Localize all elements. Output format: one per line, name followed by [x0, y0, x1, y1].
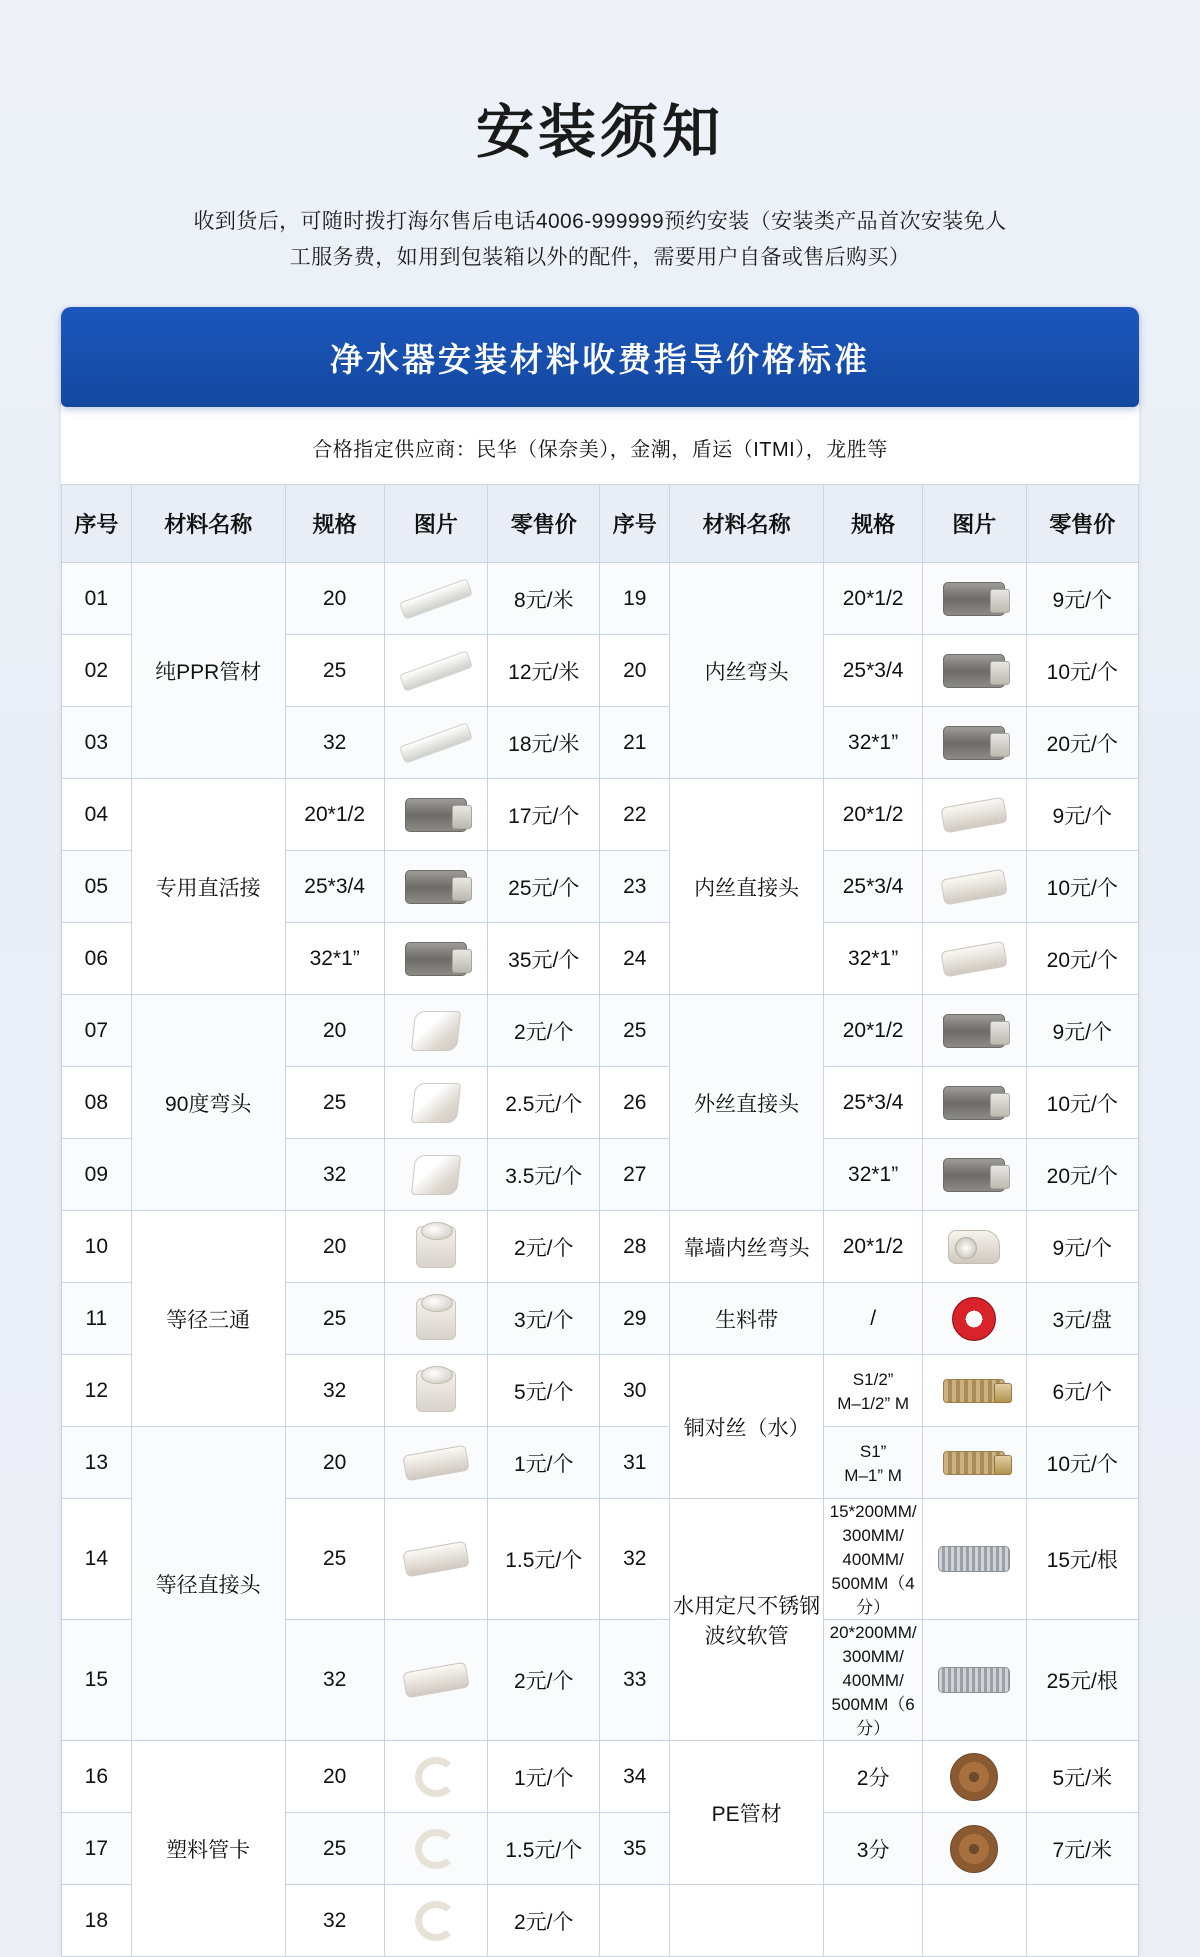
female-coupler-thumbnail	[923, 779, 1026, 851]
column-header: 材料名称	[131, 485, 285, 563]
pipe-thumbnail	[384, 563, 487, 635]
page-subtitle: 收到货后，可随时拨打海尔售后电话4006-999999预约安装（安装类产品首次安装免人工服务费，如用到包装箱以外的配件，需要用户自备或售后购买）	[193, 209, 1007, 270]
material-name: 内丝弯头	[670, 563, 824, 779]
card-banner-title: 净水器安装材料收费指导价格标准	[61, 307, 1139, 407]
material-spec: 32*1”	[824, 1139, 923, 1211]
row-index: 20	[600, 635, 670, 707]
material-spec: 20	[285, 1211, 384, 1283]
material-name: 靠墙内丝弯头	[670, 1211, 824, 1283]
material-price: 1元/个	[488, 1427, 600, 1499]
row-index: 12	[62, 1355, 132, 1427]
material-price: 18元/米	[488, 707, 600, 779]
column-header: 零售价	[1026, 485, 1139, 563]
clip-thumbnail	[384, 1741, 487, 1813]
material-spec: 32	[285, 1620, 384, 1741]
material-name: 专用直活接	[131, 779, 285, 995]
material-spec: 20*1/2	[824, 779, 923, 851]
material-name: 纯PPR管材	[131, 563, 285, 779]
material-name: 外丝直接头	[670, 995, 824, 1211]
material-price: 12元/米	[488, 635, 600, 707]
table-row	[62, 995, 1139, 1067]
pipe-thumbnail	[384, 707, 487, 779]
material-price: 7元/米	[1026, 1813, 1139, 1885]
row-index: 32	[600, 1499, 670, 1620]
ptfe-tape-thumbnail	[923, 1283, 1026, 1355]
row-index: 09	[62, 1139, 132, 1211]
column-header: 序号	[62, 485, 132, 563]
coupler-thumbnail	[384, 1427, 487, 1499]
material-price: 2元/个	[488, 1620, 600, 1741]
empty-cell	[923, 1885, 1026, 1957]
row-index: 03	[62, 707, 132, 779]
female-coupler-thumbnail	[923, 851, 1026, 923]
material-price: 9元/个	[1026, 995, 1139, 1067]
material-spec: 25	[285, 1813, 384, 1885]
material-price: 5元/米	[1026, 1741, 1139, 1813]
row-index: 04	[62, 779, 132, 851]
material-price: 10元/个	[1026, 635, 1139, 707]
material-name: 等径直接头	[131, 1427, 285, 1741]
material-price: 20元/个	[1026, 707, 1139, 779]
material-spec: 25*3/4	[285, 851, 384, 923]
material-name: PE管材	[670, 1741, 824, 1885]
material-price: 3元/盘	[1026, 1283, 1139, 1355]
material-spec: 20	[285, 995, 384, 1067]
empty-cell	[1026, 1885, 1139, 1957]
material-price: 9元/个	[1026, 779, 1139, 851]
supplier-note: 合格指定供应商：民华（保奈美），金潮，盾运（ITMI），龙胜等	[312, 439, 888, 462]
row-index: 10	[62, 1211, 132, 1283]
material-spec: 25	[285, 1499, 384, 1620]
row-index: 24	[600, 923, 670, 995]
row-index: 26	[600, 1067, 670, 1139]
row-index: 25	[600, 995, 670, 1067]
material-name: 90度弯头	[131, 995, 285, 1211]
row-index: 35	[600, 1813, 670, 1885]
material-price: 1.5元/个	[488, 1813, 600, 1885]
material-spec: 20	[285, 1427, 384, 1499]
row-index: 11	[62, 1283, 132, 1355]
material-price: 2.5元/个	[488, 1067, 600, 1139]
row-index: 28	[600, 1211, 670, 1283]
row-index: 13	[62, 1427, 132, 1499]
female-coupler-thumbnail	[923, 923, 1026, 995]
material-name: 水用定尺不锈钢波纹软管	[670, 1499, 824, 1741]
material-spec: 20	[285, 563, 384, 635]
female-elbow-thumbnail	[923, 707, 1026, 779]
material-spec: 32*1”	[824, 707, 923, 779]
male-coupler-thumbnail	[923, 1067, 1026, 1139]
pe-coil-thumbnail	[923, 1813, 1026, 1885]
material-name: 等径三通	[131, 1211, 285, 1427]
material-name: 生料带	[670, 1283, 824, 1355]
table-row	[62, 1211, 1139, 1283]
row-index: 02	[62, 635, 132, 707]
material-spec: 25*3/4	[824, 851, 923, 923]
material-price: 15元/根	[1026, 1499, 1139, 1620]
row-index: 14	[62, 1499, 132, 1620]
material-price: 3元/个	[488, 1283, 600, 1355]
row-index: 27	[600, 1139, 670, 1211]
clip-thumbnail	[384, 1885, 487, 1957]
row-index: 33	[600, 1620, 670, 1741]
material-spec: 20*1/2	[824, 563, 923, 635]
brass-nipple-thumbnail	[923, 1355, 1026, 1427]
female-elbow-thumbnail	[923, 563, 1026, 635]
elbow-thumbnail	[384, 1139, 487, 1211]
row-index: 22	[600, 779, 670, 851]
table-row	[62, 1427, 1139, 1499]
material-spec: S1/2” M–1/2” M	[824, 1355, 923, 1427]
material-price: 2元/个	[488, 995, 600, 1067]
male-coupler-thumbnail	[923, 995, 1026, 1067]
material-price: 3.5元/个	[488, 1139, 600, 1211]
column-header: 规格	[285, 485, 384, 563]
material-name: 铜对丝（水）	[670, 1355, 824, 1499]
material-name: 塑料管卡	[131, 1741, 285, 1957]
material-price: 10元/个	[1026, 1427, 1139, 1499]
valve-thumbnail	[384, 923, 487, 995]
material-price: 6元/个	[1026, 1355, 1139, 1427]
row-index: 29	[600, 1283, 670, 1355]
empty-cell	[600, 1885, 670, 1957]
pipe-thumbnail	[384, 635, 487, 707]
row-index: 06	[62, 923, 132, 995]
material-price: 5元/个	[488, 1355, 600, 1427]
materials-table	[61, 484, 1139, 1957]
material-price: 9元/个	[1026, 1211, 1139, 1283]
column-header: 零售价	[488, 485, 600, 563]
material-price: 35元/个	[488, 923, 600, 995]
material-spec: 32	[285, 1139, 384, 1211]
material-price: 8元/米	[488, 563, 600, 635]
material-spec: 20*1/2	[824, 995, 923, 1067]
material-spec: 20	[285, 1741, 384, 1813]
table-row	[62, 563, 1139, 635]
row-index: 05	[62, 851, 132, 923]
male-coupler-thumbnail	[923, 1139, 1026, 1211]
female-elbow-thumbnail	[923, 635, 1026, 707]
material-spec: 2分	[824, 1741, 923, 1813]
material-spec: /	[824, 1283, 923, 1355]
row-index: 19	[600, 563, 670, 635]
tee-thumbnail	[384, 1211, 487, 1283]
material-price: 20元/个	[1026, 1139, 1139, 1211]
table-header	[62, 485, 1139, 563]
valve-thumbnail	[384, 851, 487, 923]
material-spec: 32*1”	[285, 923, 384, 995]
price-standard-card	[61, 307, 1139, 1957]
row-index: 17	[62, 1813, 132, 1885]
brass-nipple-thumbnail	[923, 1427, 1026, 1499]
material-spec: 20*1/2	[285, 779, 384, 851]
steel-hose-thumbnail	[923, 1499, 1026, 1620]
column-header: 材料名称	[670, 485, 824, 563]
table-row	[62, 1741, 1139, 1813]
row-index: 01	[62, 563, 132, 635]
material-spec: 25	[285, 1067, 384, 1139]
material-spec: 32	[285, 1355, 384, 1427]
material-spec: 25*3/4	[824, 635, 923, 707]
wall-elbow-thumbnail	[923, 1211, 1026, 1283]
row-index: 07	[62, 995, 132, 1067]
row-index: 18	[62, 1885, 132, 1957]
material-price: 10元/个	[1026, 1067, 1139, 1139]
table-row	[62, 779, 1139, 851]
material-spec: 32*1”	[824, 923, 923, 995]
column-header: 图片	[923, 485, 1026, 563]
valve-thumbnail	[384, 779, 487, 851]
material-name: 内丝直接头	[670, 779, 824, 995]
row-index: 16	[62, 1741, 132, 1813]
tee-thumbnail	[384, 1355, 487, 1427]
material-spec: 25	[285, 635, 384, 707]
material-price: 2元/个	[488, 1211, 600, 1283]
coupler-thumbnail	[384, 1499, 487, 1620]
material-spec: 3分	[824, 1813, 923, 1885]
material-spec: 20*200MM/ 300MM/ 400MM/ 500MM（6分）	[824, 1620, 923, 1741]
steel-hose-thumbnail	[923, 1620, 1026, 1741]
material-spec: 25*3/4	[824, 1067, 923, 1139]
column-header: 图片	[384, 485, 487, 563]
row-index: 15	[62, 1620, 132, 1741]
material-price: 9元/个	[1026, 563, 1139, 635]
page-title: 安装须知	[475, 99, 724, 165]
material-price: 1元/个	[488, 1741, 600, 1813]
column-header: 规格	[824, 485, 923, 563]
row-index: 23	[600, 851, 670, 923]
material-price: 17元/个	[488, 779, 600, 851]
empty-cell	[670, 1885, 824, 1957]
coupler-thumbnail	[384, 1620, 487, 1741]
pe-coil-thumbnail	[923, 1741, 1026, 1813]
material-price: 20元/个	[1026, 923, 1139, 995]
row-index: 34	[600, 1741, 670, 1813]
material-spec: S1” M–1” M	[824, 1427, 923, 1499]
material-spec: 32	[285, 707, 384, 779]
elbow-thumbnail	[384, 1067, 487, 1139]
empty-cell	[824, 1885, 923, 1957]
row-index: 21	[600, 707, 670, 779]
row-index: 31	[600, 1427, 670, 1499]
material-price: 1.5元/个	[488, 1499, 600, 1620]
material-spec: 15*200MM/ 300MM/ 400MM/ 500MM（4分）	[824, 1499, 923, 1620]
row-index: 08	[62, 1067, 132, 1139]
column-header: 序号	[600, 485, 670, 563]
material-price: 10元/个	[1026, 851, 1139, 923]
material-spec: 32	[285, 1885, 384, 1957]
material-spec: 25	[285, 1283, 384, 1355]
material-price: 25元/个	[488, 851, 600, 923]
clip-thumbnail	[384, 1813, 487, 1885]
elbow-thumbnail	[384, 995, 487, 1067]
tee-thumbnail	[384, 1283, 487, 1355]
material-price: 25元/根	[1026, 1620, 1139, 1741]
material-spec: 20*1/2	[824, 1211, 923, 1283]
table-body	[62, 563, 1139, 1957]
material-price: 2元/个	[488, 1885, 600, 1957]
row-index: 30	[600, 1355, 670, 1427]
